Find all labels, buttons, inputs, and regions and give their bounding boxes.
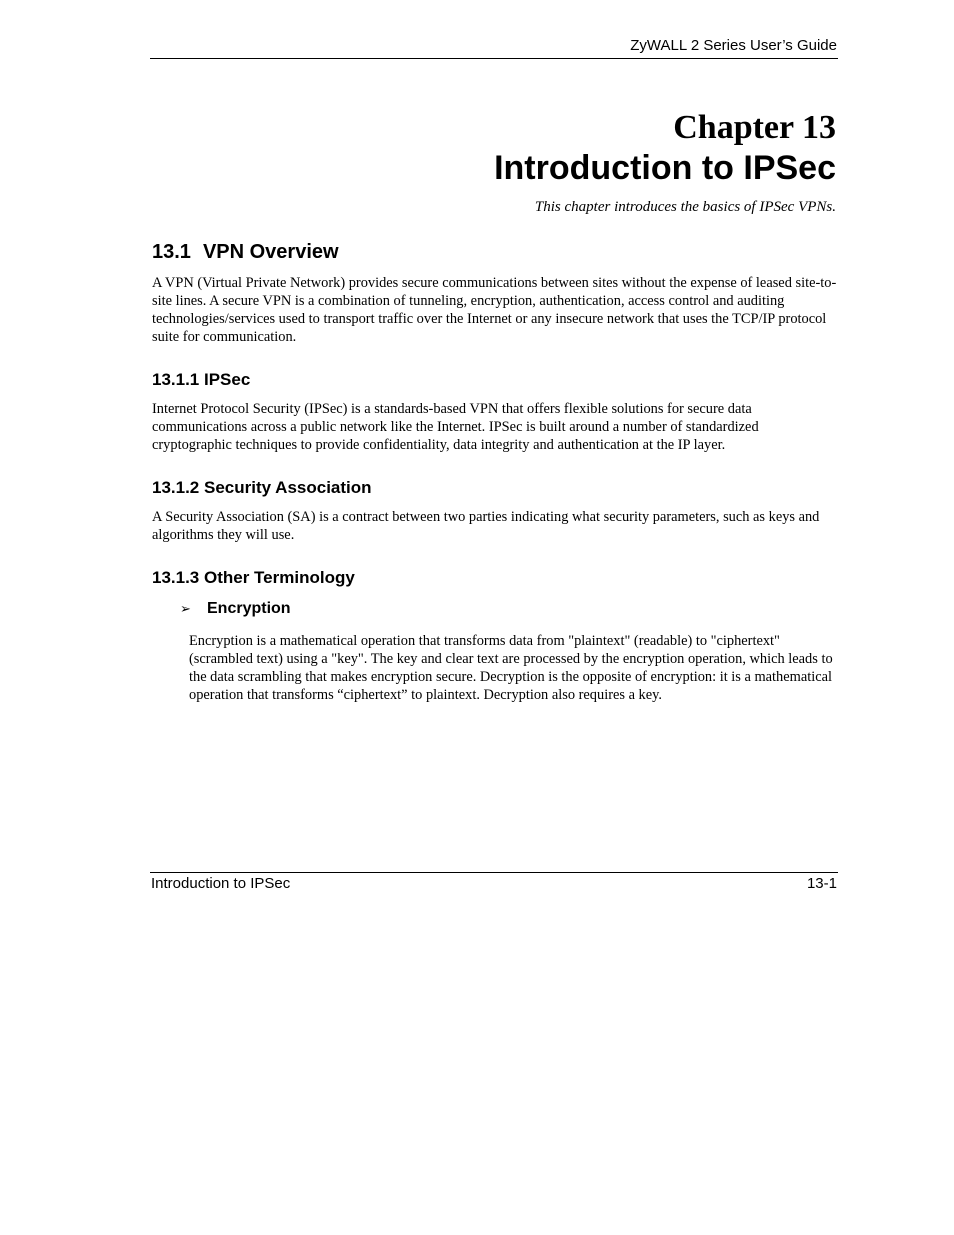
encryption-paragraph: Encryption is a mathematical operation that transforms data from "plaintext" (readable) to "ciphertext" (scrambled text) using a "key". The key and clear text are processed by the encryption operation, which leads to the data scrambling that makes encryption secure. Decryption is the opposite of encryption: it is a mathematical operation that transforms “ciphertext” to plaintext. Decryption also requires a key. [189,633,833,703]
chapter-number: Chapter 13 [673,109,836,146]
footer-page-number: 13-1 [806,875,837,892]
header-rule [150,58,838,59]
section-heading-13-1 [152,239,339,265]
subsection-heading-security-association: 13.1.2 Security Association [152,478,372,497]
chapter-title: Introduction to IPSec [494,149,836,187]
security-association-paragraph: A Security Association (SA) is a contract between two parties indicating what security parameters, such as keys and algorithms they will use. [152,509,820,543]
subsection-heading-other-terminology: 13.1.3 Other Terminology [152,568,355,587]
footer-chapter-name: Introduction to IPSec [151,875,291,892]
section-number: 13.1 [152,241,191,263]
section-title: VPN Overview [202,241,339,263]
footer-rule [150,872,838,873]
vpn-overview-paragraph: A VPN (Virtual Private Network) provides secure communications between sites without the expense of leased site-to-site lines. A secure VPN is a combination of tunneling, encryption, authentication, access control and auditing technologies/services used to transport traffic over the Internet or any insecure network that uses the TCP/IP protocol suite for communication. [152,275,837,345]
bullet-title: Encryption [207,600,291,617]
ipsec-paragraph: Internet Protocol Security (IPSec) is a standards-based VPN that offers flexible solutions for secure data communications across a public network like the Internet. IPSec is built around a number of standardized cryptographic techniques to provide confidentiality, data integrity and authentication at the IP layer. [152,401,759,453]
running-header: ZyWALL 2 Series User’s Guide [630,37,837,54]
bullet-heading-encryption [180,598,291,621]
subsection-heading-ipsec: 13.1.1 IPSec [152,370,251,389]
arrow-bullet-icon: ➢ [180,602,191,617]
chapter-intro: This chapter introduces the basics of IPSec VPNs. [534,199,836,215]
